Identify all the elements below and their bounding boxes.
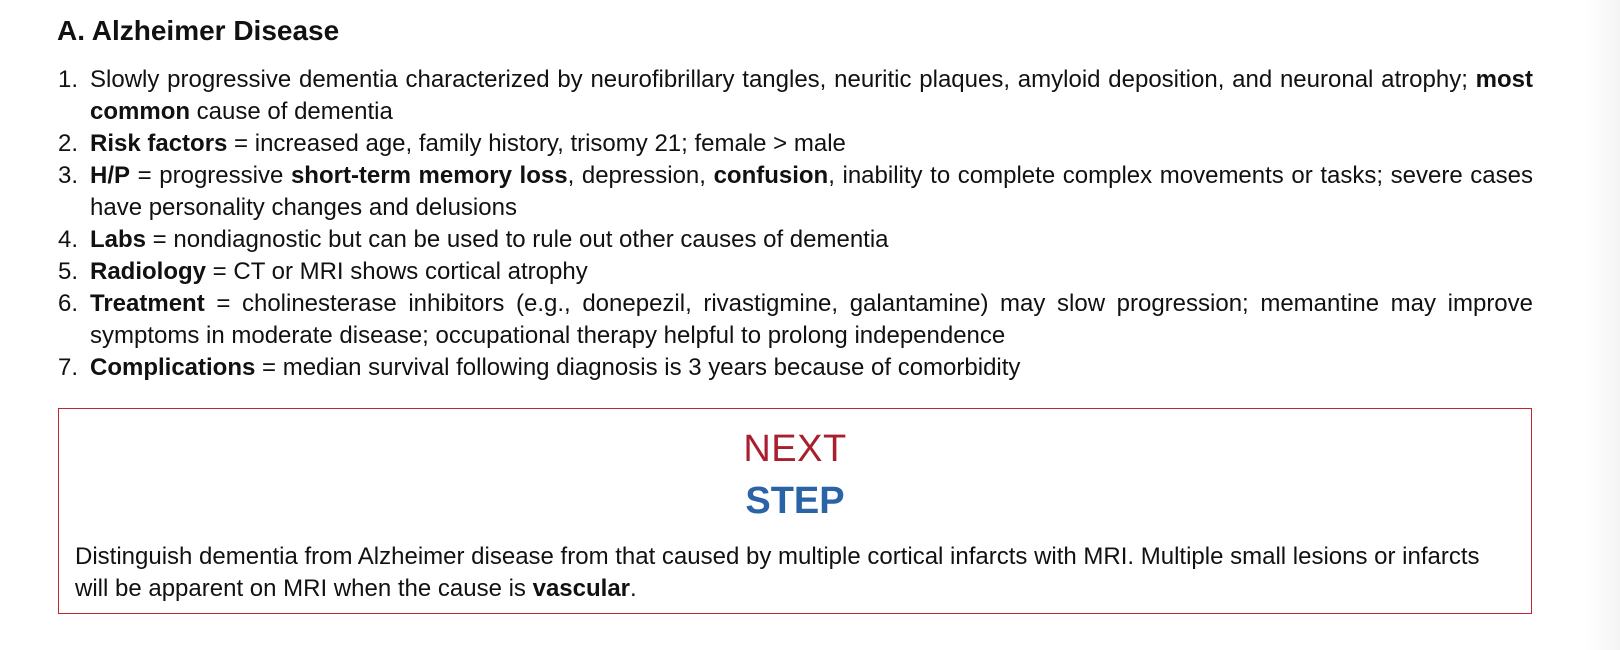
list-item-label: Risk factors <box>90 130 228 157</box>
list-item <box>57 224 1533 256</box>
list-item-number: 2. <box>58 130 79 157</box>
list-item <box>57 352 1533 384</box>
list-item-text: CT or MRI shows cortical atrophy <box>233 258 588 285</box>
next-step-body <box>75 541 1515 605</box>
list-item-label: H/P <box>90 162 131 189</box>
list-item-separator: = <box>130 162 160 189</box>
list-item-number: 4. <box>58 226 79 253</box>
list-item-number: 3. <box>58 162 79 189</box>
list-item-separator: = <box>204 290 242 317</box>
list-item-text: median survival following diagnosis is 3 years because of comorbidity <box>282 354 1021 381</box>
list-item <box>57 128 1533 160</box>
list-item-label: Labs <box>90 226 147 253</box>
list-item-separator: = <box>255 354 283 381</box>
list-item-text: , depression, <box>567 162 714 189</box>
finding-list <box>57 64 1533 384</box>
list-item-label: Complications <box>90 354 256 381</box>
list-item <box>57 288 1533 352</box>
list-item-separator: = <box>227 130 255 157</box>
list-item-label: Radiology <box>90 258 207 285</box>
next-step-title-step: STEP <box>745 480 845 522</box>
list-item-emphasis: most common <box>90 66 1533 125</box>
list-item-number: 1. <box>58 66 79 93</box>
next-step-text: Distinguish dementia from Alzheimer disease from that caused by multiple cortical infarcts with MRI. Multiple small lesions or infarcts will be apparent on MRI when the cause is <box>75 543 1480 602</box>
list-item <box>57 160 1533 224</box>
list-item-number: 5. <box>58 258 79 285</box>
list-item-label: Treatment <box>90 290 205 317</box>
next-step-emphasis: vascular <box>532 575 630 602</box>
list-item-text: progressive <box>159 162 291 189</box>
list-item-text: , inability to complete complex movements or tasks; severe cases have personality changes and delusions <box>90 162 1533 221</box>
next-step-text: . <box>630 575 637 602</box>
list-item-number: 6. <box>58 290 79 317</box>
list-item-text: cause of dementia <box>190 98 393 125</box>
alzheimer-section <box>57 12 1533 384</box>
next-step-title-next: NEXT <box>743 428 847 470</box>
list-item-separator: = <box>146 226 174 253</box>
next-step-box <box>58 408 1532 614</box>
list-item <box>57 256 1533 288</box>
list-item-text: increased age, family history, trisomy 21; female > male <box>254 130 846 157</box>
list-item <box>57 64 1533 128</box>
list-item-text: Slowly progressive dementia characterized by neurofibrillary tangles, neuritic plaques, amyloid deposition, and neuronal atrophy; <box>90 66 1476 93</box>
section-heading: A. Alzheimer Disease <box>57 15 340 46</box>
list-item-emphasis: confusion <box>713 162 829 189</box>
list-item-text: nondiagnostic but can be used to rule out other causes of dementia <box>173 226 889 253</box>
list-item-text: cholinesterase inhibitors (e.g., donepezil, rivastigmine, galantamine) may slow progression; memantine may improve symptoms in moderate disease; occupational therapy helpful to prolong independence <box>90 290 1534 349</box>
list-item-separator: = <box>206 258 234 285</box>
page-edge-shadow <box>1586 0 1620 650</box>
list-item-number: 7. <box>58 354 79 381</box>
list-item-emphasis: short-term memory loss <box>290 162 568 189</box>
